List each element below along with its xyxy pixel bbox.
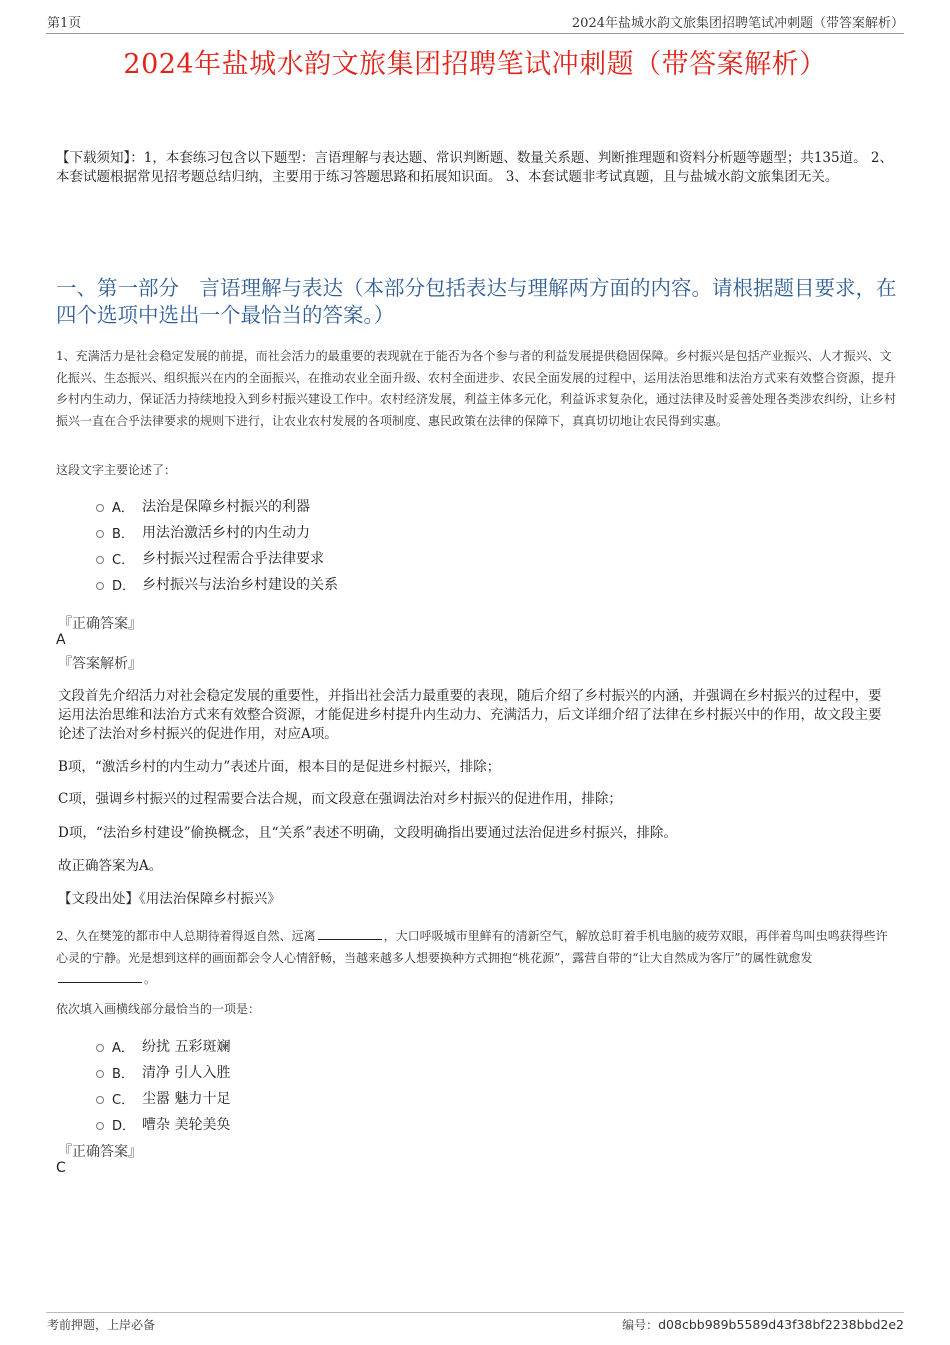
answer-value: A xyxy=(56,632,66,648)
page-number: 第1页 xyxy=(47,16,82,31)
serial-code: d08cbb989b5589d43f38bf2238bbd2e2 xyxy=(658,1317,904,1332)
option-text: 乡村振兴与法治乡村建设的关系 xyxy=(142,577,338,593)
source-citation: 【文段出处】《用法治保障乡村振兴》 xyxy=(58,891,281,907)
question-2-stem xyxy=(56,926,898,991)
option-c[interactable] xyxy=(96,1085,230,1111)
question-2-options xyxy=(96,1033,230,1137)
option-b[interactable] xyxy=(96,519,338,545)
fill-blank xyxy=(318,927,382,940)
stem-text: 2、久在樊笼的都市中人总期待着得返自然、远离 xyxy=(56,929,316,943)
option-letter: D． xyxy=(112,578,136,594)
radio-icon[interactable] xyxy=(96,1122,104,1130)
option-text: 纷扰 五彩斑斓 xyxy=(142,1039,231,1055)
option-text: 清净 引人入胜 xyxy=(142,1065,231,1081)
radio-icon[interactable] xyxy=(96,504,104,512)
stem-text: ，大口呼吸城市里鲜有的清新空气，解放总盯着手机电脑的疲劳双眼，再伴着鸟叫虫鸣获得些许心灵的宁静。光是想到这样的画面都会令人心情舒畅，当越来越多人想要换种方式拥抱“桃花源”，露营自带的“让大自然成为客厅”的属性就愈发 xyxy=(56,929,888,965)
radio-icon[interactable] xyxy=(96,1044,104,1052)
option-letter: C． xyxy=(112,1092,135,1108)
option-b[interactable] xyxy=(96,1059,230,1085)
question-1-prompt: 这段文字主要论述了： xyxy=(56,463,177,477)
option-letter: D． xyxy=(112,1118,136,1134)
radio-icon[interactable] xyxy=(96,1070,104,1078)
fill-blank xyxy=(58,970,142,983)
option-text: 尘嚣 魅力十足 xyxy=(142,1091,231,1107)
footer-slogan: 考前押题，上岸必备 xyxy=(47,1318,156,1332)
analysis-label: 『答案解析』 xyxy=(58,656,142,672)
document-title: 2024年盐城水韵文旅集团招聘笔试冲刺题（带答案解析） xyxy=(123,49,827,80)
answer-value: C xyxy=(56,1160,66,1176)
option-letter: A． xyxy=(112,500,134,516)
analysis-paragraph: C项，强调乡村振兴的过程需要合法合规，而文段意在强调法治对乡村振兴的促进作用，排除； xyxy=(58,791,622,807)
option-d[interactable] xyxy=(96,571,338,597)
download-notice: 【下载须知】：1，本套练习包含以下题型：言语理解与表达题、常识判断题、数量关系题、判断推理题和资料分析题等题型；共135道。 2、本套试题根据常见招考题总结归纳，主要用于练习答题思路和拓展知识面。 3、本套试题非考试真题，且与盐城水韵文旅集团无关。 xyxy=(56,150,893,185)
option-letter: C． xyxy=(112,552,135,568)
question-1-options xyxy=(96,493,338,597)
radio-icon[interactable] xyxy=(96,556,104,564)
option-letter: B． xyxy=(112,526,134,542)
analysis-paragraph: 文段首先介绍活力对社会稳定发展的重要性，并指出社会活力最重要的表现，随后介绍了乡村振兴的内涵，并强调在乡村振兴的过程中，要运用法治思维和法治方式来有效整合资源，才能促进乡村提升内生动力、充满活力，后文详细介绍了法律在乡村振兴中的作用，故文段主要论述了法治对乡村振兴的促进作用，对应A项。 xyxy=(58,688,882,742)
option-text: 乡村振兴过程需合乎法律要求 xyxy=(142,551,324,567)
question-2-prompt: 依次填入画横线部分最恰当的一项是： xyxy=(56,1002,261,1016)
option-text: 嘈杂 美轮美奂 xyxy=(142,1117,231,1133)
radio-icon[interactable] xyxy=(96,1096,104,1104)
analysis-paragraph: D项，“法治乡村建设”偷换概念，且“关系”表述不明确，文段明确指出要通过法治促进乡村振兴，排除。 xyxy=(58,825,677,841)
header-doc-title: 2024年盐城水韵文旅集团招聘笔试冲刺题（带答案解析） xyxy=(571,16,904,31)
answer-label: 『正确答案』 xyxy=(58,1144,142,1160)
option-letter: B． xyxy=(112,1066,134,1082)
option-text: 用法治激活乡村的内生动力 xyxy=(142,525,310,541)
analysis-conclusion: 故正确答案为A。 xyxy=(58,858,163,874)
header-divider xyxy=(46,33,904,34)
option-text: 法治是保障乡村振兴的利器 xyxy=(142,499,310,515)
option-d[interactable] xyxy=(96,1111,230,1137)
section-heading: 一、第一部分 言语理解与表达（本部分包括表达与理解两方面的内容。请根据题目要求，在四个选项中选出一个最恰当的答案。） xyxy=(56,276,897,327)
serial-label: 编号： xyxy=(622,1318,659,1332)
option-letter: A． xyxy=(112,1040,134,1056)
option-a[interactable] xyxy=(96,493,338,519)
footer-serial xyxy=(622,1316,904,1333)
answer-label: 『正确答案』 xyxy=(58,616,142,632)
question-1-stem: 1、充满活力是社会稳定发展的前提，而社会活力的最重要的表现就在于能否为各个参与者的利益发展提供稳固保障。乡村振兴是包括产业振兴、人才振兴、文化振兴、生态振兴、组织振兴在内的全面振兴，在推动农业全面升级、农村全面进步、农民全面发展的过程中，运用法治思维和法治方式来有效整合资源，提升乡村内生动力，保证活力持续地投入到乡村振兴建设工作中。农村经济发展，利益主体多元化，利益诉求复杂化，通过法律及时妥善处理各类涉农纠纷，让乡村振兴一直在合乎法律要求的规则下进行，让农业农村发展的各项制度、惠民政策在法律的保障下，真真切切地让农民得到实惠。 xyxy=(56,349,897,428)
radio-icon[interactable] xyxy=(96,530,104,538)
analysis-paragraph: B项，“激活乡村的内生动力”表述片面，根本目的是促进乡村振兴，排除； xyxy=(58,759,501,775)
stem-text: 。 xyxy=(144,972,157,986)
radio-icon[interactable] xyxy=(96,582,104,590)
option-a[interactable] xyxy=(96,1033,230,1059)
option-c[interactable] xyxy=(96,545,338,571)
footer-divider xyxy=(46,1312,904,1313)
